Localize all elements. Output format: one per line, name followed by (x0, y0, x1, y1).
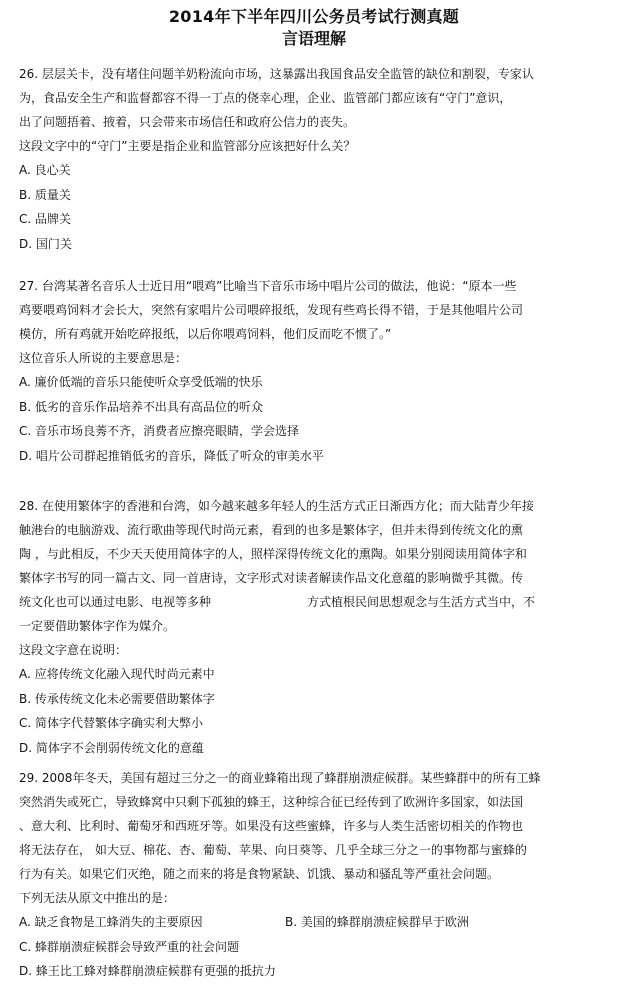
option-b: B. 质量关 (19, 187, 71, 202)
option-c: C. 音乐市场良莠不齐，消费者应擦亮眼睛，学会选择 (19, 424, 300, 438)
option-d: D. 蜂王比工蜂对蜂群崩溃症候群有更强的抵抗力 (19, 964, 276, 978)
question-prompt: 这段文字中的“守门”主要是指企业和监管部分应该把好什么关？ (19, 139, 356, 153)
option-a: A. 应将传统文化融入现代时尚元素中 (19, 667, 215, 681)
question-text-line: 一定要借助繁体字作为媒介。 (19, 619, 176, 633)
option-a: A. 缺乏食物是工蜂消失的主要原因 (19, 915, 203, 929)
option-a: A. 良心关 (19, 163, 71, 177)
question-text-line: 27. 台湾某著名音乐人士近日用“喂鸡”比喻当下音乐市场中唱片公司的做法，他说：“原本一些 (19, 279, 517, 293)
option-b: B. 低劣的音乐作品培养不出具有高品位的听众 (19, 399, 263, 414)
option-d: D. 唱片公司群起推销低劣的音乐，降低了听众的审美水平 (19, 448, 324, 463)
question-26 (19, 62, 616, 256)
question-text-line: 出了问题捂着、掖着，只会带来市场信任和政府公信力的丧失。 (19, 115, 356, 129)
section-subtitle: 言语理解 (281, 29, 346, 48)
option-row (19, 910, 616, 935)
question-prompt: 这位音乐人所说的主要意思是： (19, 351, 188, 365)
question-text-line: 模仿，所有鸡就开始吃碎报纸，以后你喂鸡饲料，他们反而吃不惯了。” (19, 327, 392, 341)
question-text-line: 行为有关。如果它们灭绝，随之而来的将是食物紧缺、饥饿、暴动和骚乱等严重社会问题。 (19, 867, 500, 881)
option-c: C. 蜂群崩溃症候群会导致严重的社会问题 (19, 939, 240, 954)
question-text-line: 触港台的电脑游戏、流行歌曲等现代时尚元素，看到的也多是繁体字，但并未得到传统文化的熏 (19, 523, 524, 537)
document-title: 2014年下半年四川公务员考试行测真题 (168, 7, 460, 26)
question-text-line: 繁体字书写的同一篇古文、同一首唐诗，文字形式对读者解读作品文化意蕴的影响微乎其微。传 (19, 571, 524, 585)
option-d: D. 国门关 (19, 236, 72, 251)
question-text-line: 29. 2008年冬天，美国有超过三分之一的商业蜂箱出现了蜂群崩溃症候群。某些蜂群中的所有工蜂 (19, 771, 541, 785)
option-b: B. 美国的蜂群崩溃症候群早于欧洲 (285, 915, 469, 929)
question-prompt: 这段文字意在说明： (19, 643, 128, 657)
question-text-segment: 方式植根民间思想观念与生活方式当中，不 (307, 595, 536, 609)
question-28 (19, 494, 616, 760)
question-27 (19, 274, 616, 468)
question-text-segment: 统文化也可以通过电影、电视等多种 (19, 595, 212, 609)
question-prompt: 下列无法从原文中推出的是： (19, 891, 176, 905)
question-text-line: 鸡要喂鸡饲料才会长大，突然有家唱片公司喂碎报纸，发现有些鸡长得不错，于是其他唱片公司 (19, 303, 524, 317)
question-text-line: 为，食品安全生产和监督都容不得一丁点的侥幸心理，企业、监管部门都应该有“守门”意识， (19, 91, 512, 105)
question-text-line: 突然消失或死亡，导致蜂窝中只剩下孤独的蜂王，这种综合征已经传到了欧洲许多国家，如法国 (19, 795, 524, 809)
question-text-line (19, 590, 616, 614)
option-d: D. 简体字不会削弱传统文化的意蕴 (19, 740, 204, 755)
question-29 (19, 766, 616, 984)
question-text-line: 28. 在使用繁体字的香港和台湾，如今越来越多年轻人的生活方式正日渐西方化；而大陆青少年接 (19, 499, 534, 513)
option-c: C. 品牌关 (19, 212, 72, 226)
question-text-line: 陶 ，与此相反，不少天天使用简体字的人，照样深得传统文化的熏陶。如果分别阅读用简体字和 (19, 547, 527, 561)
question-text-line: 、意大利、比利时、葡萄牙和西班牙等。如果没有这些蜜蜂，许多与人类生活密切相关的作物也 (19, 819, 524, 833)
document-header (0, 6, 628, 50)
option-a: A. 廉价低端的音乐只能使听众享受低端的快乐 (19, 375, 263, 389)
option-b: B. 传承传统文化未必需要借助繁体字 (19, 691, 215, 706)
question-text-line: 将无法存在， 如大豆、棉花、杏、葡萄、苹果、向日葵等、几乎全球三分之一的事物都与蜜蜂的 (19, 843, 527, 857)
option-c: C. 简体字代替繁体字确实利大弊小 (19, 716, 204, 730)
question-text-line: 26. 层层关卡，没有堵住问题羊奶粉流向市场，这暴露出我国食品安全监管的缺位和割裂，专家认 (19, 67, 534, 81)
